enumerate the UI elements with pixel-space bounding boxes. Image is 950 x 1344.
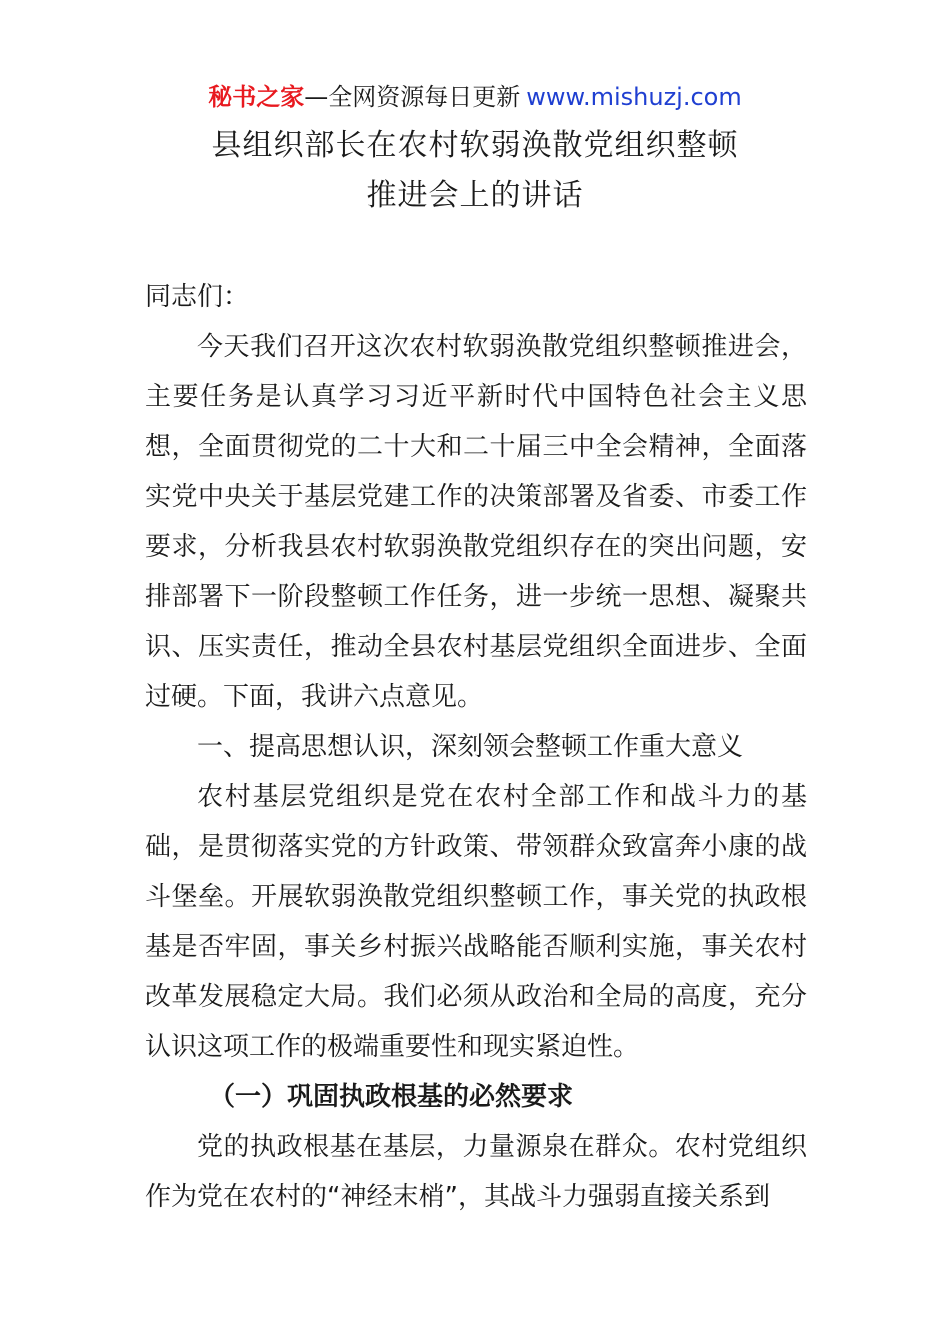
paragraph: 今天我们召开这次农村软弱涣散党组织整顿推进会，主要任务是认真学习习近平新时代中国特色社会主义思想，全面贯彻党的二十大和二十届三中全会精神，全面落实党中央关于基层党建工作的决策部署及省委、市委工作要求，分析我县农村软弱涣散党组织存在的突出问题，安排部署下一阶段整顿工作任务，进一步统一思想、凝聚共识、压实责任，推动全县农村基层党组织全面进步、全面过硬。下面，我讲六点意见。 [145,332,807,712]
subsection-heading: （一）巩固执政根基的必然要求 [209,1082,574,1112]
document-title-line-2: 推进会上的讲话 [366,178,584,213]
section-heading: 一、提高思想认识，深刻领会整顿工作重大意义 [197,732,744,762]
document-body [145,272,807,1222]
site-tagline: —全网资源每日更新 [304,83,521,111]
site-brand: 秘书之家 [208,83,305,111]
site-header [0,80,950,114]
site-url-link[interactable]: www.mishuzj.com [526,83,742,111]
paragraph: 农村基层党组织是党在农村全部工作和战斗力的基础，是贯彻落实党的方针政策、带领群众致富奔小康的战斗堡垒。开展软弱涣散党组织整顿工作，事关党的执政根基是否牢固，事关乡村振兴战略能否顺利实施，事关农村改革发展稳定大局。我们必须从政治和全局的高度，充分认识这项工作的极端重要性和现实紧迫性。 [145,782,807,1062]
paragraph: 党的执政根基在基层，力量源泉在群众。农村党组织作为党在农村的“神经末梢”，其战斗力强弱直接关系到 [145,1132,807,1212]
salutation: 同志们： [145,282,250,312]
document-title-line-1: 县组织部长在农村软弱涣散党组织整顿 [211,128,739,163]
